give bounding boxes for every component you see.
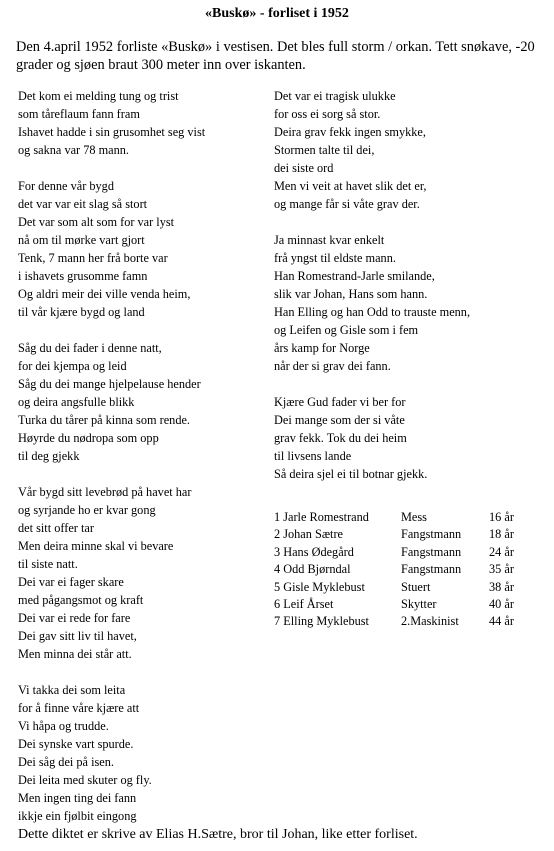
poem-line xyxy=(274,213,470,231)
poem-line: Kjære Gud fader vi ber for xyxy=(274,395,406,409)
poem-line: i ishavets grusomme famn xyxy=(18,269,148,283)
poem-line: Det kom ei melding tung og trist xyxy=(18,89,179,103)
poem-line: Dei mange som der si våte xyxy=(274,413,405,427)
poem-line: Vår bygd sitt levebrød på havet har xyxy=(18,485,192,499)
crew-age: 44 år xyxy=(489,614,514,629)
intro-paragraph: Den 4.april 1952 forliste «Buskø» i vestisen. Det bles full storm / orkan. Tett snøkave, -20 grader og sjøen braut 300 meter inn over iskanten. xyxy=(16,39,535,73)
crew-role: Fangstmann xyxy=(401,562,462,577)
crew-name: 6 Leif Årset xyxy=(274,596,334,611)
poem-line: for dei kjempa og leid xyxy=(18,359,127,373)
poem-line: Turka du tårer på kinna som rende. xyxy=(18,413,191,427)
poem-line: til vår kjære bygd og land xyxy=(18,305,145,319)
poem-line: Deira grav fekk ingen smykke, xyxy=(274,125,426,139)
poem-line: ikkje ein fjølbit eingong xyxy=(18,809,137,823)
crew-name: 4 Odd Bjørndal xyxy=(274,562,351,577)
poem-line: Dei var ei fager skare xyxy=(18,575,124,589)
poem-line: og sakna var 78 mann. xyxy=(18,143,129,157)
crew-name: 2 Johan Sætre xyxy=(274,527,343,542)
poem-line: Men deira minne skal vi bevare xyxy=(18,539,174,553)
poem-line: Høyrde du nødropa som opp xyxy=(18,431,159,445)
poem-line: frå yngst til eldste mann. xyxy=(274,251,396,265)
crew-role: Fangstmann xyxy=(401,544,462,559)
crew-age: 24 år xyxy=(489,544,514,559)
poem-line: Ja minnast kvar enkelt xyxy=(274,233,385,247)
poem-line: Dei leita med skuter og fly. xyxy=(18,773,152,787)
poem-line: for oss ei sorg så stor. xyxy=(274,107,381,121)
poem-line: med pågangsmot og kraft xyxy=(18,593,144,607)
crew-name: 1 Jarle Romestrand xyxy=(274,510,369,524)
poem-line: Så deira sjel ei til botnar gjekk. xyxy=(274,467,428,481)
crew-age: 40 år xyxy=(489,596,514,611)
poem-line: som tåreflaum fann fram xyxy=(18,107,140,121)
poem-line: Han Romestrand-Jarle smilande, xyxy=(274,269,435,283)
crew-age: 18 år xyxy=(489,527,514,542)
poem-line: til livsens lande xyxy=(274,449,352,463)
poem-line: Og aldri meir dei ville venda heim, xyxy=(18,287,191,301)
crew-age: 35 år xyxy=(489,562,514,577)
poem-line xyxy=(18,663,205,681)
crew-role: Stuert xyxy=(401,579,431,594)
crew-age: 38 år xyxy=(489,579,514,594)
poem-line: Dei var ei rede for fare xyxy=(18,611,131,625)
poem-line: Men vi veit at havet slik det er, xyxy=(274,179,427,193)
poem-line: Såg du dei fader i denne natt, xyxy=(18,341,162,355)
poem-line: Men minna dei står att. xyxy=(18,647,132,661)
poem-line: Ishavet hadde i sin grusomhet seg vist xyxy=(18,125,206,139)
crew-role: Fangstmann xyxy=(401,527,462,542)
poem-line: grav fekk. Tok du dei heim xyxy=(274,431,407,445)
crew-role: Mess xyxy=(401,510,427,524)
poem-line: og deira angsfulle blikk xyxy=(18,395,135,409)
poem-line xyxy=(18,321,205,339)
poem-line xyxy=(18,159,205,177)
crew-age: 16 år xyxy=(489,510,514,524)
poem-line: når der si grav dei fann. xyxy=(274,359,391,373)
poem-line: det sitt offer tar xyxy=(18,521,94,535)
poem-line: Såg du dei mange hjelpelause hender xyxy=(18,377,201,391)
poem-line xyxy=(274,375,470,393)
poem-line: og Leifen og Gisle som i fem xyxy=(274,323,419,337)
poem-line: til deg gjekk xyxy=(18,449,80,463)
crew-name: 7 Elling Myklebust xyxy=(274,614,369,629)
poem-left-column xyxy=(18,87,205,825)
crew-role: Skytter xyxy=(401,596,437,611)
poem-line: For denne vår bygd xyxy=(18,179,114,193)
poem-line: dei siste ord xyxy=(274,161,334,175)
poem-line: og syrjande ho er kvar gong xyxy=(18,503,156,517)
crew-name: 3 Hans Ødegård xyxy=(274,544,354,559)
poem-line: Stormen talte til dei, xyxy=(274,143,375,157)
poem-line: Vi håpa og trudde. xyxy=(18,719,109,733)
poem-line: Han Elling og han Odd to trauste menn, xyxy=(274,305,471,319)
poem-line: Dei synske vart spurde. xyxy=(18,737,134,751)
poem-line: Dei gav sitt liv til havet, xyxy=(18,629,137,643)
poem-line: slik var Johan, Hans som hann. xyxy=(274,287,428,301)
poem-line: Men ingen ting dei fann xyxy=(18,791,137,805)
crew-name: 5 Gisle Myklebust xyxy=(274,579,365,594)
poem-line: nå om til mørke vart gjort xyxy=(18,233,145,247)
poem-line: for å finne våre kjære att xyxy=(18,701,140,715)
poem-line: års kamp for Norge xyxy=(274,341,370,355)
poem-line: Tenk, 7 mann her frå borte var xyxy=(18,251,168,265)
footer-note: Dette diktet er skrive av Elias H.Sætre, bror til Johan, like etter forliset. xyxy=(18,827,418,842)
poem-line: Det var som alt som for var lyst xyxy=(18,215,175,229)
poem-line: og mange får si våte grav der. xyxy=(274,197,420,211)
poem-line: Vi takka dei som leita xyxy=(18,683,126,697)
poem-line: til siste natt. xyxy=(18,557,78,571)
crew-role: 2.Maskinist xyxy=(401,614,459,629)
poem-right-column xyxy=(274,87,470,483)
poem-line: det var var eit slag så stort xyxy=(18,197,148,211)
poem-line: Dei såg dei på isen. xyxy=(18,755,114,769)
poem-line: Det var ei tragisk ulukke xyxy=(274,89,396,103)
poem-line xyxy=(18,465,205,483)
document-title: «Buskø» - forliset i 1952 xyxy=(205,6,349,21)
